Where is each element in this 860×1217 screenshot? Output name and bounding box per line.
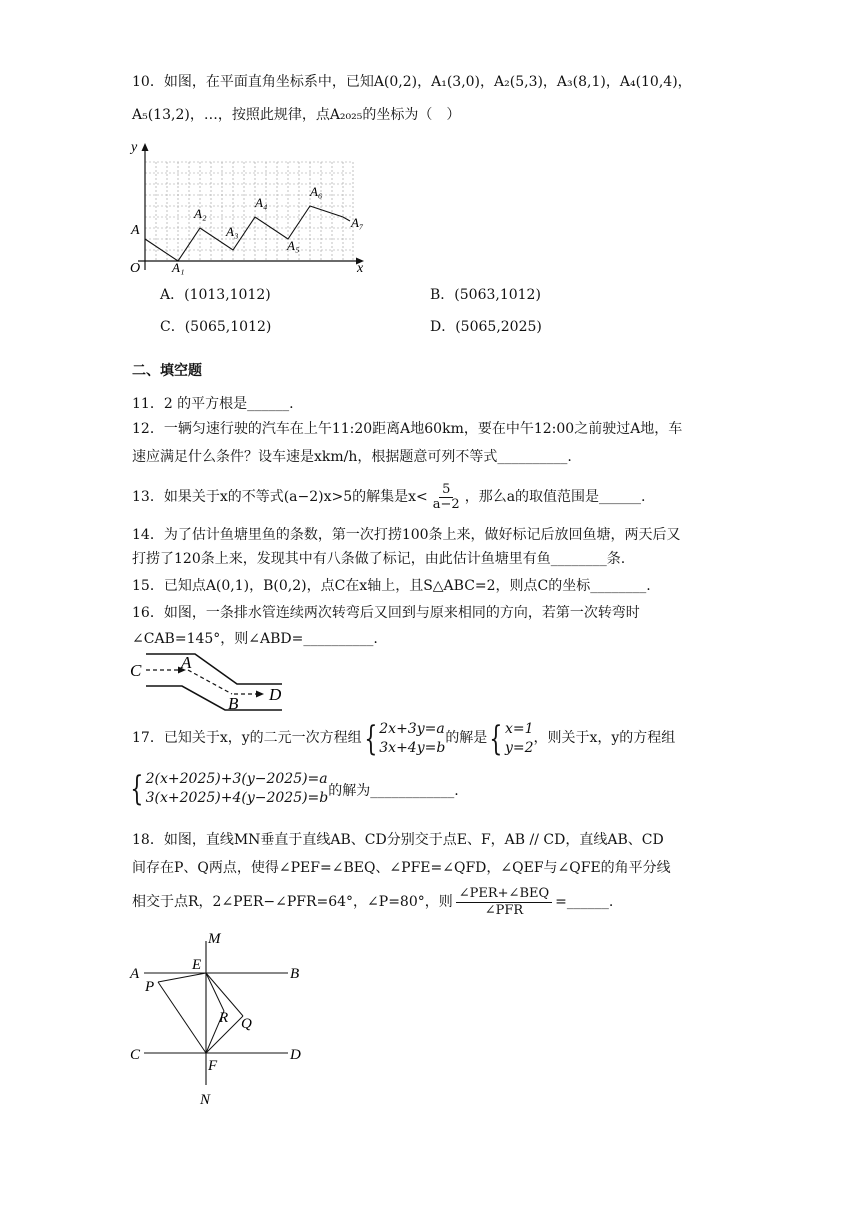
geo-point-A-label: A [130,966,140,982]
q13-fraction-den: a−2 [432,497,460,513]
q17-brace-1: { [363,718,377,759]
q18-line2: 间存在P、Q两点，使得∠PEF=∠BEQ、∠PFE=∠QFD，∠QEF与∠QFE的角平分线 [132,860,671,876]
q15-text: 15．已知点A(0,1)，B(0,2)，点C在x轴上，且S△ABC=2，则点C的坐标________. [132,578,651,594]
geo-point-R-label: R [219,1010,229,1026]
q17-system-2 [146,770,329,808]
geo-point-N-label: N [200,1092,211,1108]
section-title-fill-in: 二、填空题 [132,363,202,379]
q17-system-1-eq1: 2x+3y=a [379,721,445,737]
x-axis-label: x [357,261,364,276]
q14-line2: 打捞了120条上来，发现其中有八条做了标记，由此估计鱼塘里有鱼________条. [132,551,626,567]
q18-fraction [456,886,552,918]
point-A5-label: A₅ [287,238,300,253]
q17-system-1-eq2: 3x+4y=b [379,739,446,756]
q10-choice-a[interactable]: A．(1013,1012) [160,287,271,303]
geo-point-D-label: D [290,1047,301,1063]
point-A3-label: A₃ [226,224,239,239]
q17-system-2-eq1: 2(x+2025)+3(y−2025)=a [145,771,328,787]
geo-point-M-label: M [208,931,221,947]
q17-solution-x: x=1 [504,721,534,737]
q13-fraction [430,483,463,513]
q10-coordinate-figure [128,138,373,276]
q18-fraction-den: ∠PFR [484,902,524,918]
q17-row1 [132,720,675,758]
q10-choice-b[interactable]: B．(5063,1012) [430,287,541,303]
pipe-point-B-label: B [228,694,239,713]
q18-line3-post: =______. [555,893,614,910]
point-A1-label: A₁ [172,260,185,275]
geo-point-P-label: P [145,979,155,995]
point-A2-label: A₂ [194,206,207,221]
q17-system-1 [379,720,445,758]
q11-text: 11．2 的平方根是______. [132,396,294,412]
q13-fraction-num: 5 [439,483,453,498]
q18-fraction-num: ∠PER+∠BEQ [456,886,552,903]
q17-pre: 17．已知关于x，y的二元一次方程组 [132,730,362,747]
point-A7-label: A₇ [351,215,364,230]
q12-line1: 12．一辆匀速行驶的汽车在上午11:20距离A地60km，要在中午12:00之前驶过A地，车 [132,421,683,437]
q10-choice-d[interactable]: D．(5065,2025) [430,319,542,335]
q18-line1: 18．如图，直线MN垂直于直线AB、CD分别交于点E、F，AB // CD，直线AB、CD [132,832,664,848]
q17-brace-3: { [130,768,144,809]
q13-post: ，那么a的取值范围是______. [464,489,646,506]
pipe-point-D-label: D [269,685,282,704]
q17-mid: 的解是 [445,730,488,747]
q10-line2: A₅(13,2)，…，按照此规律，点A₂₀₂₅的坐标为（ ） [132,107,461,123]
q13-pre: 13．如果关于x的不等式(a−2)x>5的解集是x< [132,489,428,506]
q13-row [132,483,646,513]
q17-post: ，则关于x，y的方程组 [533,730,676,747]
geo-point-F-label: F [208,1058,218,1074]
q17-row2 [128,770,459,808]
q18-geometry-figure [128,925,318,1110]
q10-line1: 10．如图，在平面直角坐标系中，已知A(0,2)，A₁(3,0)，A₂(5,3)，A₃(8,1)，A₄(10,4)， [132,74,692,90]
q18-line3-pre: 相交于点R，2∠PER−∠PFR=64°，∠P=80°，则 [132,893,453,910]
q18-line3 [132,886,613,918]
q17-solution [505,720,534,758]
q12-line2: 速应满足什么条件？设车速是xkm/h，根据题意可列不等式__________. [132,449,572,465]
q17-system-2-eq2: 3(x+2025)+4(y−2025)=b [145,789,329,806]
pipe-point-A-label: A [181,653,192,672]
q16-line2: ∠CAB=145°，则∠ABD=__________. [132,631,378,647]
q17-brace-2: { [489,718,503,759]
geo-point-B-label: B [290,966,300,982]
y-axis-label: y [131,140,138,155]
q10-choice-c[interactable]: C．(5065,1012) [160,319,272,335]
geo-point-Q-label: Q [241,1016,252,1032]
point-A4-label: A₄ [255,195,268,210]
q17-solution-y: y=2 [504,739,534,756]
q14-line1: 14．为了估计鱼塘里鱼的条数，第一次打捞100条上来，做好标记后放回鱼塘，两天后又 [132,527,681,543]
geo-point-C-label: C [130,1047,141,1063]
point-A-label: A [131,223,140,238]
q17-tail: 的解为____________. [328,783,459,800]
point-A6-label: A₆ [310,184,323,199]
q16-line1: 16．如图，一条排水管连续两次转弯后又回到与原来相同的方向，若第一次转弯时 [132,605,640,621]
geo-point-E-label: E [192,957,202,973]
q16-pipe-figure [128,650,308,714]
pipe-point-C-label: C [130,661,142,680]
origin-label: O [130,261,141,276]
